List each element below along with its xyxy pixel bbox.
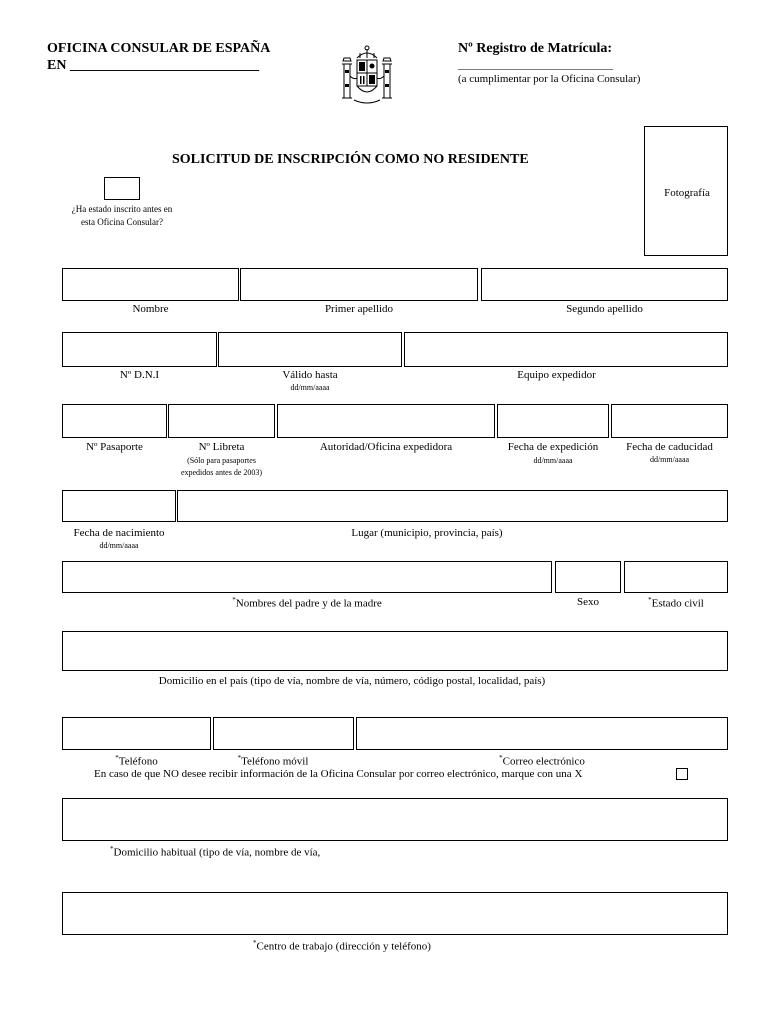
registry-number-line[interactable]: _______________________________ [458,60,613,71]
nombre-field[interactable] [62,268,239,301]
primer-apellido-field[interactable] [240,268,478,301]
valido-hasta-label: Válido hasta [282,369,338,381]
required-asterisk: * [232,596,236,604]
telefono-movil-label-text: Teléfono móvil [241,755,309,768]
required-asterisk: * [110,845,114,853]
domicilio-habitual-field[interactable] [62,798,728,841]
telefono-movil-label [213,754,333,768]
required-asterisk: * [499,754,503,762]
nombre-label: Nombre [132,303,169,315]
telefono-label-text: Teléfono [118,755,158,768]
domicilio-pais-field[interactable] [62,631,728,671]
equipo-expedidor-field[interactable] [404,332,728,367]
pasaporte-label: Nº Pasaporte [86,441,143,453]
photo-box[interactable] [644,126,728,256]
sexo-field[interactable] [555,561,621,593]
equipo-expedidor-label: Equipo expedidor [517,369,596,381]
estado-civil-field[interactable] [624,561,728,593]
required-asterisk: * [648,596,652,604]
required-asterisk: * [237,754,242,762]
segundo-apellido-field[interactable] [481,268,728,301]
dni-field[interactable] [62,332,217,367]
padres-label-text: Nombres del padre y de la madre [235,597,382,610]
sexo-label: Sexo [577,596,599,608]
fecha-caducidad-format: dd/mm/aaaa [649,455,690,464]
lugar-nacimiento-field[interactable] [177,490,728,522]
fecha-expedicion-format: dd/mm/aaaa [533,456,573,465]
previous-question-line2: esta Oficina Consular? [81,217,163,227]
fecha-nacimiento-label: Fecha de nacimiento [73,527,165,539]
office-title: OFICINA CONSULAR DE ESPAÑA [47,41,271,56]
autoridad-label: Autoridad/Oficina expedidora [319,441,453,453]
fecha-expedicion-label: Fecha de expedición [507,441,599,453]
domicilio-habitual-label-text: Domicilio habitual (tipo de vía, nombre de vía, [113,846,321,859]
centro-trabajo-label-text: Centro de trabajo (dirección y teléfono) [256,940,431,953]
coat-of-arms-icon [340,44,394,106]
previously-registered-box[interactable] [104,177,140,200]
email-optout-text: En caso de que NO desee recibir información de la Oficina Consular por correo electrónico, marque con una X [94,768,583,780]
domicilio-pais-label: Domicilio en el país (tipo de vía, nombre de vía, número, código postal, localidad, país) [158,675,546,687]
form-title: SOLICITUD DE INSCRIPCIÓN COMO NO RESIDENTE [172,152,529,167]
email-optout-checkbox[interactable] [676,768,688,780]
fecha-caducidad-label: Fecha de caducidad [626,441,713,453]
estado-civil-label [624,596,728,610]
telefono-movil-field[interactable] [213,717,354,750]
dni-label: Nº D.N.I [119,369,160,381]
libreta-note-line1: (Sólo para pasaportes [187,456,256,465]
registry-title: Nº Registro de Matrícula: [458,41,613,56]
estado-civil-label-text: Estado civil [651,597,704,610]
fecha-nacimiento-format: dd/mm/aaaa [99,541,139,550]
centro-trabajo-label [62,939,622,953]
libreta-note-line2: expedidos antes de 2003) [180,468,263,477]
autoridad-field[interactable] [277,404,495,438]
lugar-nacimiento-label: Lugar (municipio, provincia, país) [351,527,503,539]
office-location-line[interactable]: EN ___________________________ [47,58,259,73]
padres-field[interactable] [62,561,552,593]
segundo-apellido-label: Segundo apellido [566,303,643,315]
required-asterisk: * [115,754,119,762]
correo-label-text: Correo electrónico [502,755,585,768]
previous-question-line1: ¿Ha estado inscrito antes en [71,204,173,214]
padres-label [62,596,552,610]
fecha-caducidad-field[interactable] [611,404,728,438]
correo-field[interactable] [356,717,728,750]
centro-trabajo-field[interactable] [62,892,728,935]
fecha-nacimiento-field[interactable] [62,490,176,522]
required-asterisk: * [253,939,257,947]
valido-hasta-field[interactable] [218,332,402,367]
primer-apellido-label: Primer apellido [324,303,394,315]
telefono-field[interactable] [62,717,211,750]
correo-label [356,754,728,768]
domicilio-habitual-label [110,845,320,859]
pasaporte-field[interactable] [62,404,167,438]
photo-label: Fotografía [664,187,710,199]
telefono-label [62,754,211,768]
libreta-label: Nº Libreta [198,441,245,453]
valido-hasta-format: dd/mm/aaaa [290,383,330,392]
registry-note: (a cumplimentar por la Oficina Consular) [458,73,641,85]
libreta-field[interactable] [168,404,275,438]
fecha-expedicion-field[interactable] [497,404,609,438]
